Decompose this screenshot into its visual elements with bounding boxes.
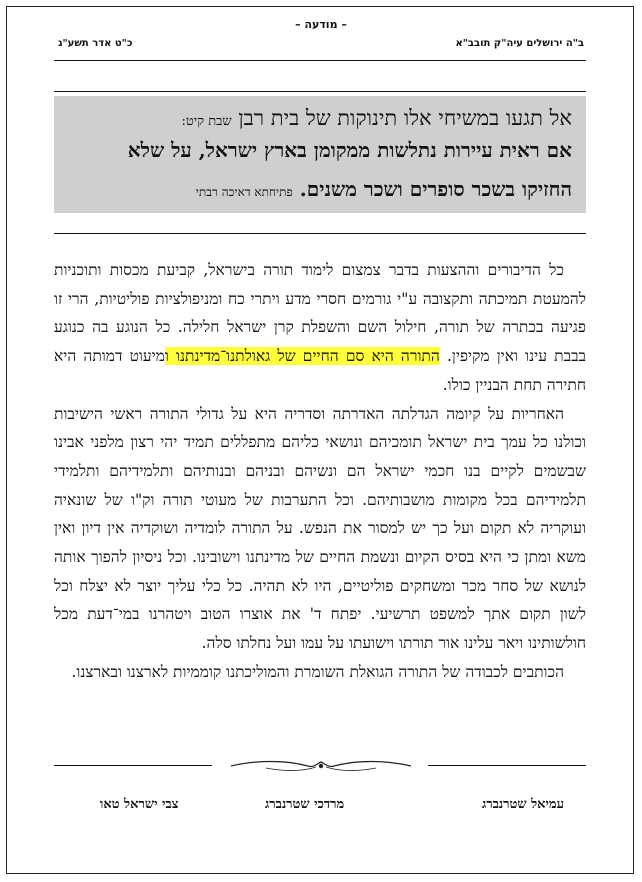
- paragraph-1-text: כל הדיבורים וההצעות בדבר צמצום לימוד תורה בישראל, קביעת מכסות ותוכניות להמעטת תמיכתה ותקצובה ע"י גורמים חסרי מדע ויתרי כח ומניפולציות פוליטיות, הרי זו פגיעה בכתרה של תורה, חילול השם והשפלת קרן ישראל חלילה. כל הנוגע בה כנוגע בבבת עינו ואין מקיפין.: [54, 261, 587, 366]
- header-divider: [54, 60, 586, 61]
- paragraph-1: [54, 256, 586, 400]
- footer-rule-left: [54, 765, 212, 766]
- paragraph-2: האחריות על קיומה הגדלתה האדרתה וסדריה היא על גדולי התורה ראשי הישיבות וכולנו כל עמך בית ישראל תומכיהם ונושאי כליהם מתפללים תמיד יהי רצון מלפני אבינו שבשמים לקיים בנו חכמי ישראל הם ונשיהם ובניהם ובנותיהם ותלמידיהם ותלמידי תלמידיהם בכל מקומות מושבותיהם. וכל התערבות של מעוטי תורה וק"ו של שונאיה ועוקריה לא תקום ועל כך יש למסור את הנפש. על התורה לומדיה ושוקדיה אין דיון ואין משא ומתן כי היא בסיס הקיום ונשמת החיים של מדינתנו וישובינו. וכל ניסיון להפוך אותה לנושא של סחר מכר ומשחקים פוליטיים, היו לא תהיה. כל כלי עליך יוצר לא יצלח וכל לשון תקום אתך למשפט תרשיעי. יפתח ד' את אוצרו הטוב ויטהרנו במי־דעת מכל חולשותינו ויאר עלינו אור תורתו וישועתו על עמו ועל נחלתו סלה.: [54, 404, 586, 653]
- banner-line-3: [68, 177, 572, 202]
- paragraph-1-end: מיעוט דמותה היא חתירה תחת הבניין כולו.: [54, 347, 586, 394]
- location-line: ב"ה ירושלים עיה"ק תובב"א: [455, 38, 584, 49]
- notice-body: [54, 256, 586, 687]
- banner-line-2: אם ראית עיירות נתלשות ממקומן בארץ ישראל, על שלא: [127, 138, 572, 162]
- notice-label: – מודעה –: [295, 18, 347, 31]
- paragraph-3: הכותבים לכבודה של התורה הגואלת השומרת והמוליכתנו קוממיות לארצנו ובארצנו.: [71, 662, 564, 681]
- banner-bottom-rule: [54, 233, 586, 234]
- banner-source-1: שבת קיט:: [181, 114, 232, 129]
- banner-top-rule: [54, 91, 586, 92]
- signature-3: צבי ישראל טאו: [100, 797, 179, 812]
- highlighted-phrase: התורה היא סם החיים של גאולתנו־מדינתנו ו: [164, 347, 440, 366]
- hebrew-date: כ"ט אדר תשע"ג: [58, 38, 133, 49]
- banner-source-2: פתיחתא דאיכה רבתי: [195, 185, 293, 199]
- banner-quote-1: אל תגעו במשיחי אלו תינוקות של בית רבן: [238, 106, 572, 130]
- banner-line-1: [68, 106, 572, 131]
- signature-1: עמיאל שטרנברג: [481, 797, 564, 812]
- footer-rule-right: [428, 765, 586, 766]
- banner-quote-2: החזיקו בשכר סופרים ושכר משנים.: [299, 177, 572, 201]
- signature-2: מרדכי שטרנברג: [265, 797, 345, 812]
- ornament-flourish: [226, 756, 416, 776]
- title-banner: [54, 96, 586, 213]
